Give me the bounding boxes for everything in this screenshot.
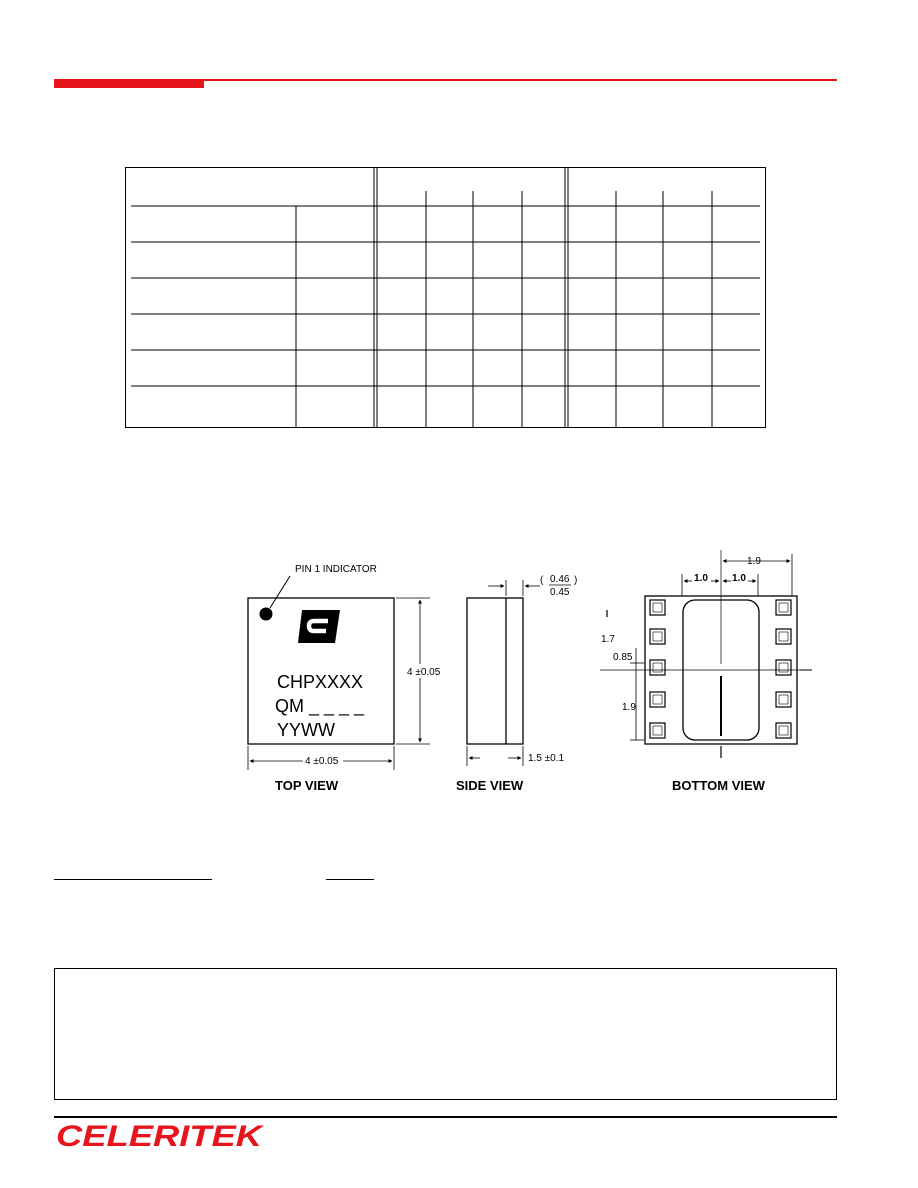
pin1-leader-line <box>270 576 290 608</box>
spec-table <box>125 167 766 428</box>
marking-line-1: CHPXXXX <box>277 672 364 692</box>
bottom-dim-top: 1.9 <box>747 556 761 567</box>
marking-line-2: QM _ _ _ _ <box>275 696 365 716</box>
celeritek-logo-text: CELERITEK <box>56 1121 265 1149</box>
celeritek-logo <box>54 1121 268 1149</box>
left-pads <box>650 600 665 738</box>
footer-rule <box>54 1116 837 1118</box>
notice-box <box>54 968 837 1100</box>
brand-logo-mark <box>298 610 340 643</box>
top-view <box>248 564 448 793</box>
right-pads <box>776 600 791 738</box>
side-view-caption: SIDE VIEW <box>456 778 524 793</box>
bottom-view <box>600 550 812 793</box>
pin1-indicator-dot <box>260 608 273 621</box>
header-accent-bar <box>54 81 204 88</box>
blank-field-underline <box>54 879 212 880</box>
bottom-dim-19: 1.9 <box>622 702 636 713</box>
svg-text:(: ( <box>540 575 544 586</box>
blank-field-underline <box>326 879 374 880</box>
side-view <box>456 574 577 793</box>
top-view-caption: TOP VIEW <box>275 778 339 793</box>
side-tol-top: 0.46 <box>550 574 570 585</box>
top-height-dim: 4 ±0.05 <box>407 667 441 678</box>
package-drawing <box>240 550 820 800</box>
side-tol-bottom: 0.45 <box>550 587 570 598</box>
bottom-dim-17: 1.7 <box>601 634 615 645</box>
top-width-dim: 4 ±0.05 <box>305 756 339 767</box>
side-view-body <box>467 598 523 744</box>
bottom-view-caption: BOTTOM VIEW <box>672 778 765 793</box>
marking-line-3: YYWW <box>277 720 335 740</box>
bottom-dim-085: 0.85 <box>613 652 633 663</box>
side-height-dim: 1.5 ±0.1 <box>528 753 565 764</box>
svg-text:): ) <box>574 575 578 586</box>
pin1-label: PIN 1 INDICATOR <box>295 564 377 575</box>
bottom-dim-pitch-right: 1.0 <box>732 573 746 584</box>
bottom-dim-pitch-left: 1.0 <box>694 573 708 584</box>
